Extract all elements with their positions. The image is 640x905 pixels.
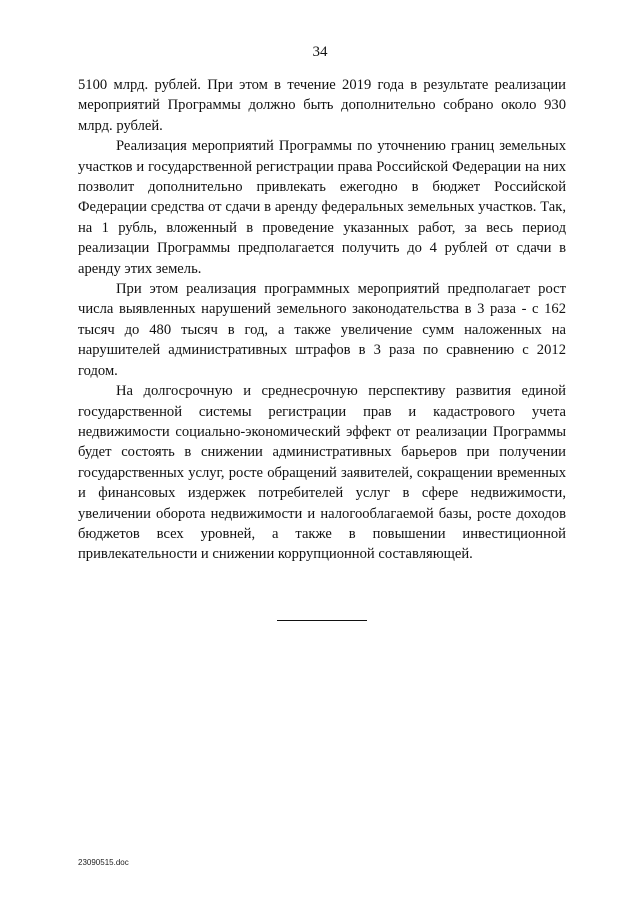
end-separator-line	[277, 620, 367, 621]
paragraph-continuation: 5100 млрд. рублей. При этом в течение 2019 года в результате реализации мероприятий Программы должно быть дополнительно собрано около 930 млрд. рублей.	[78, 77, 566, 134]
paragraph-land-registration: Реализация мероприятий Программы по уточнению границ земельных участков и государственной регистрации права Российской Федерации на них позволит дополнительно привлекать ежегодно в бюджет Российской Федерации средства от сдачи в аренду федеральных земельных участков. Так, на 1 рубль, вложенный в проведение указанных работ, за весь период реализации Программы предполагается получить до 4 рублей от сдачи в аренду этих земель.	[78, 138, 566, 277]
body-text	[78, 75, 566, 565]
paragraph-violations: При этом реализация программных мероприятий предполагает рост числа выявленных нарушений земельного законодательства в 3 раза - с 162 тысяч до 480 тысяч в год, а также увеличение сумм наложенных на нарушителей административных штрафов в 3 раза по сравнению с 2012 годом.	[78, 281, 566, 379]
page-number: 34	[312, 44, 328, 60]
footer-filename: 23090515.doc	[78, 858, 129, 867]
paragraph-long-term-effect: На долгосрочную и среднесрочную перспективу развития единой государственной системы регистрации прав и кадастрового учета недвижимости социально-экономический эффект от реализации Программы будет состоять в снижении административных барьеров при получении государственных услуг, росте обращений заявителей, сокращении временных и финансовых издержек потребителей услуг в сфере недвижимости, увеличении оборота недвижимости и налогооблагаемой базы, росте доходов бюджетов всех уровней, а также в повышении инвестиционной привлекательности и снижении коррупционной составляющей.	[78, 383, 566, 563]
